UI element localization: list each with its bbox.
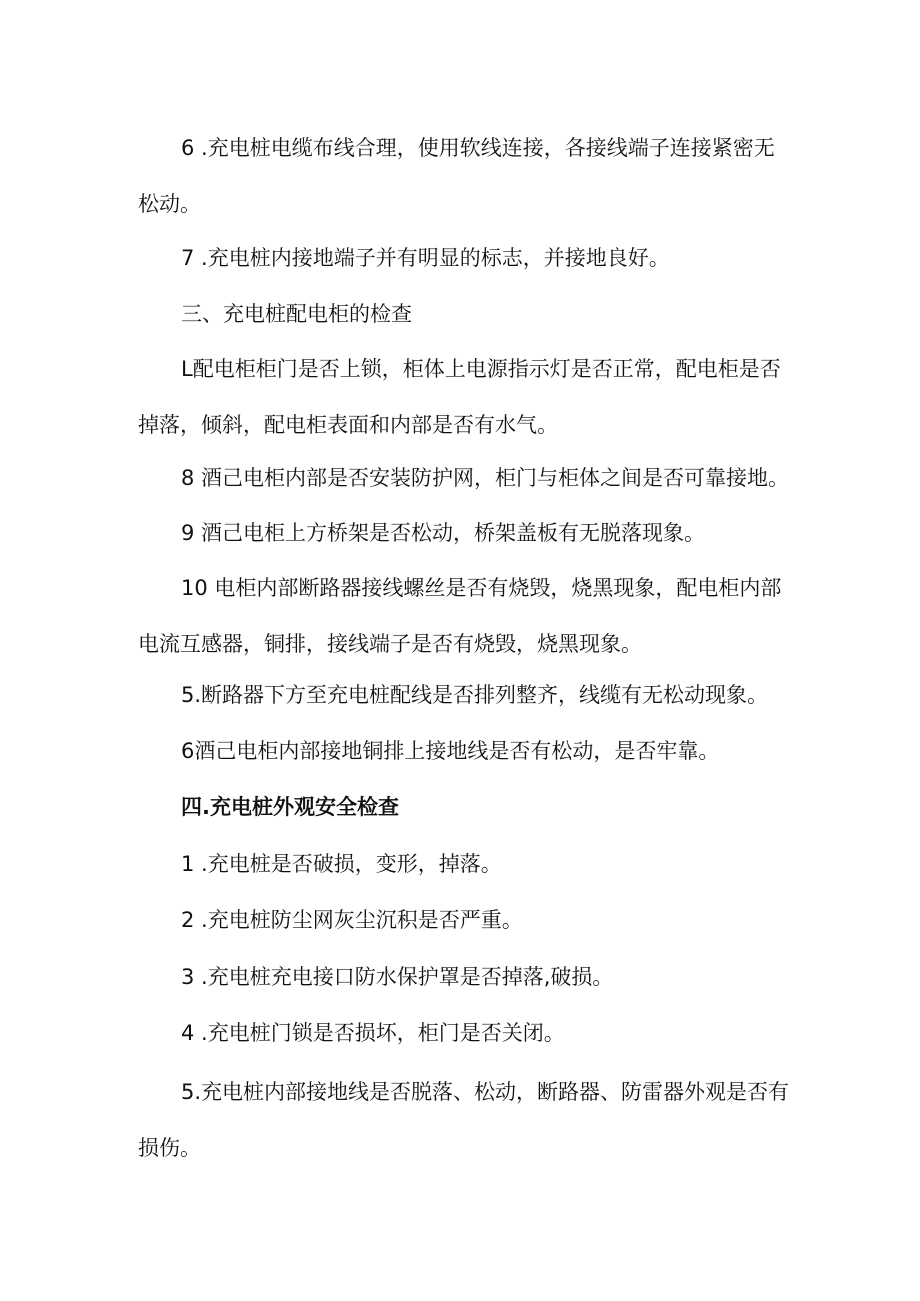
paragraph-cable-wiring: 6 .充电桩电缆布线合理，使用软线连接，各接线端子连接紧密无松动。 <box>138 136 775 216</box>
paragraph-internal-ground: 5.充电桩内部接地线是否脱落、松动，断路器、防雷器外观是否有损伤。 <box>138 1080 790 1160</box>
paragraph-ground-copper: 6酒己电柜内部接地铜排上接地线是否有松动，是否牢靠。 <box>181 739 720 763</box>
paragraph-damage-check: 1 .充电桩是否破损，变形，掉落。 <box>181 852 502 876</box>
paragraph-waterproof-cover: 3 .充电桩充电接口防水保护罩是否掉落,破损。 <box>181 965 614 989</box>
paragraph-dust-net: 2 .充电桩防尘网灰尘沉积是否严重。 <box>181 908 523 932</box>
paragraph-protective-net: 8 酒己电柜内部是否安装防护网，柜门与柜体之间是否可靠接地。 <box>181 466 790 490</box>
paragraph-wiring-order: 5.断路器下方至充电桩配线是否排列整齐，线缆有无松动现象。 <box>181 683 769 707</box>
section-heading-exterior-inspection: 四.充电桩外观安全检查 <box>181 795 399 819</box>
paragraph-cabinet-door: L配电柜柜门是否上锁，柜体上电源指示灯是否正常，配电柜是否掉落，倾斜，配电柜表面和内部是否有水气。 <box>138 357 781 437</box>
paragraph-breaker-screws: 10 电柜内部断路器接线螺丝是否有烧毁，烧黑现象，配电柜内部电流互感器，铜排，接线端子是否有烧毁，烧黑现象。 <box>138 576 782 656</box>
paragraph-ground-terminal: 7 .充电桩内接地端子并有明显的标志，并接地良好。 <box>181 246 670 270</box>
paragraph-bridge-frame: 9 酒己电柜上方桥架是否松动，桥架盖板有无脱落现象。 <box>181 521 706 545</box>
paragraph-door-lock: 4 .充电桩门锁是否损坏，柜门是否关闭。 <box>181 1021 565 1045</box>
section-heading-cabinet-inspection: 三、充电桩配电柜的检查 <box>181 302 412 326</box>
